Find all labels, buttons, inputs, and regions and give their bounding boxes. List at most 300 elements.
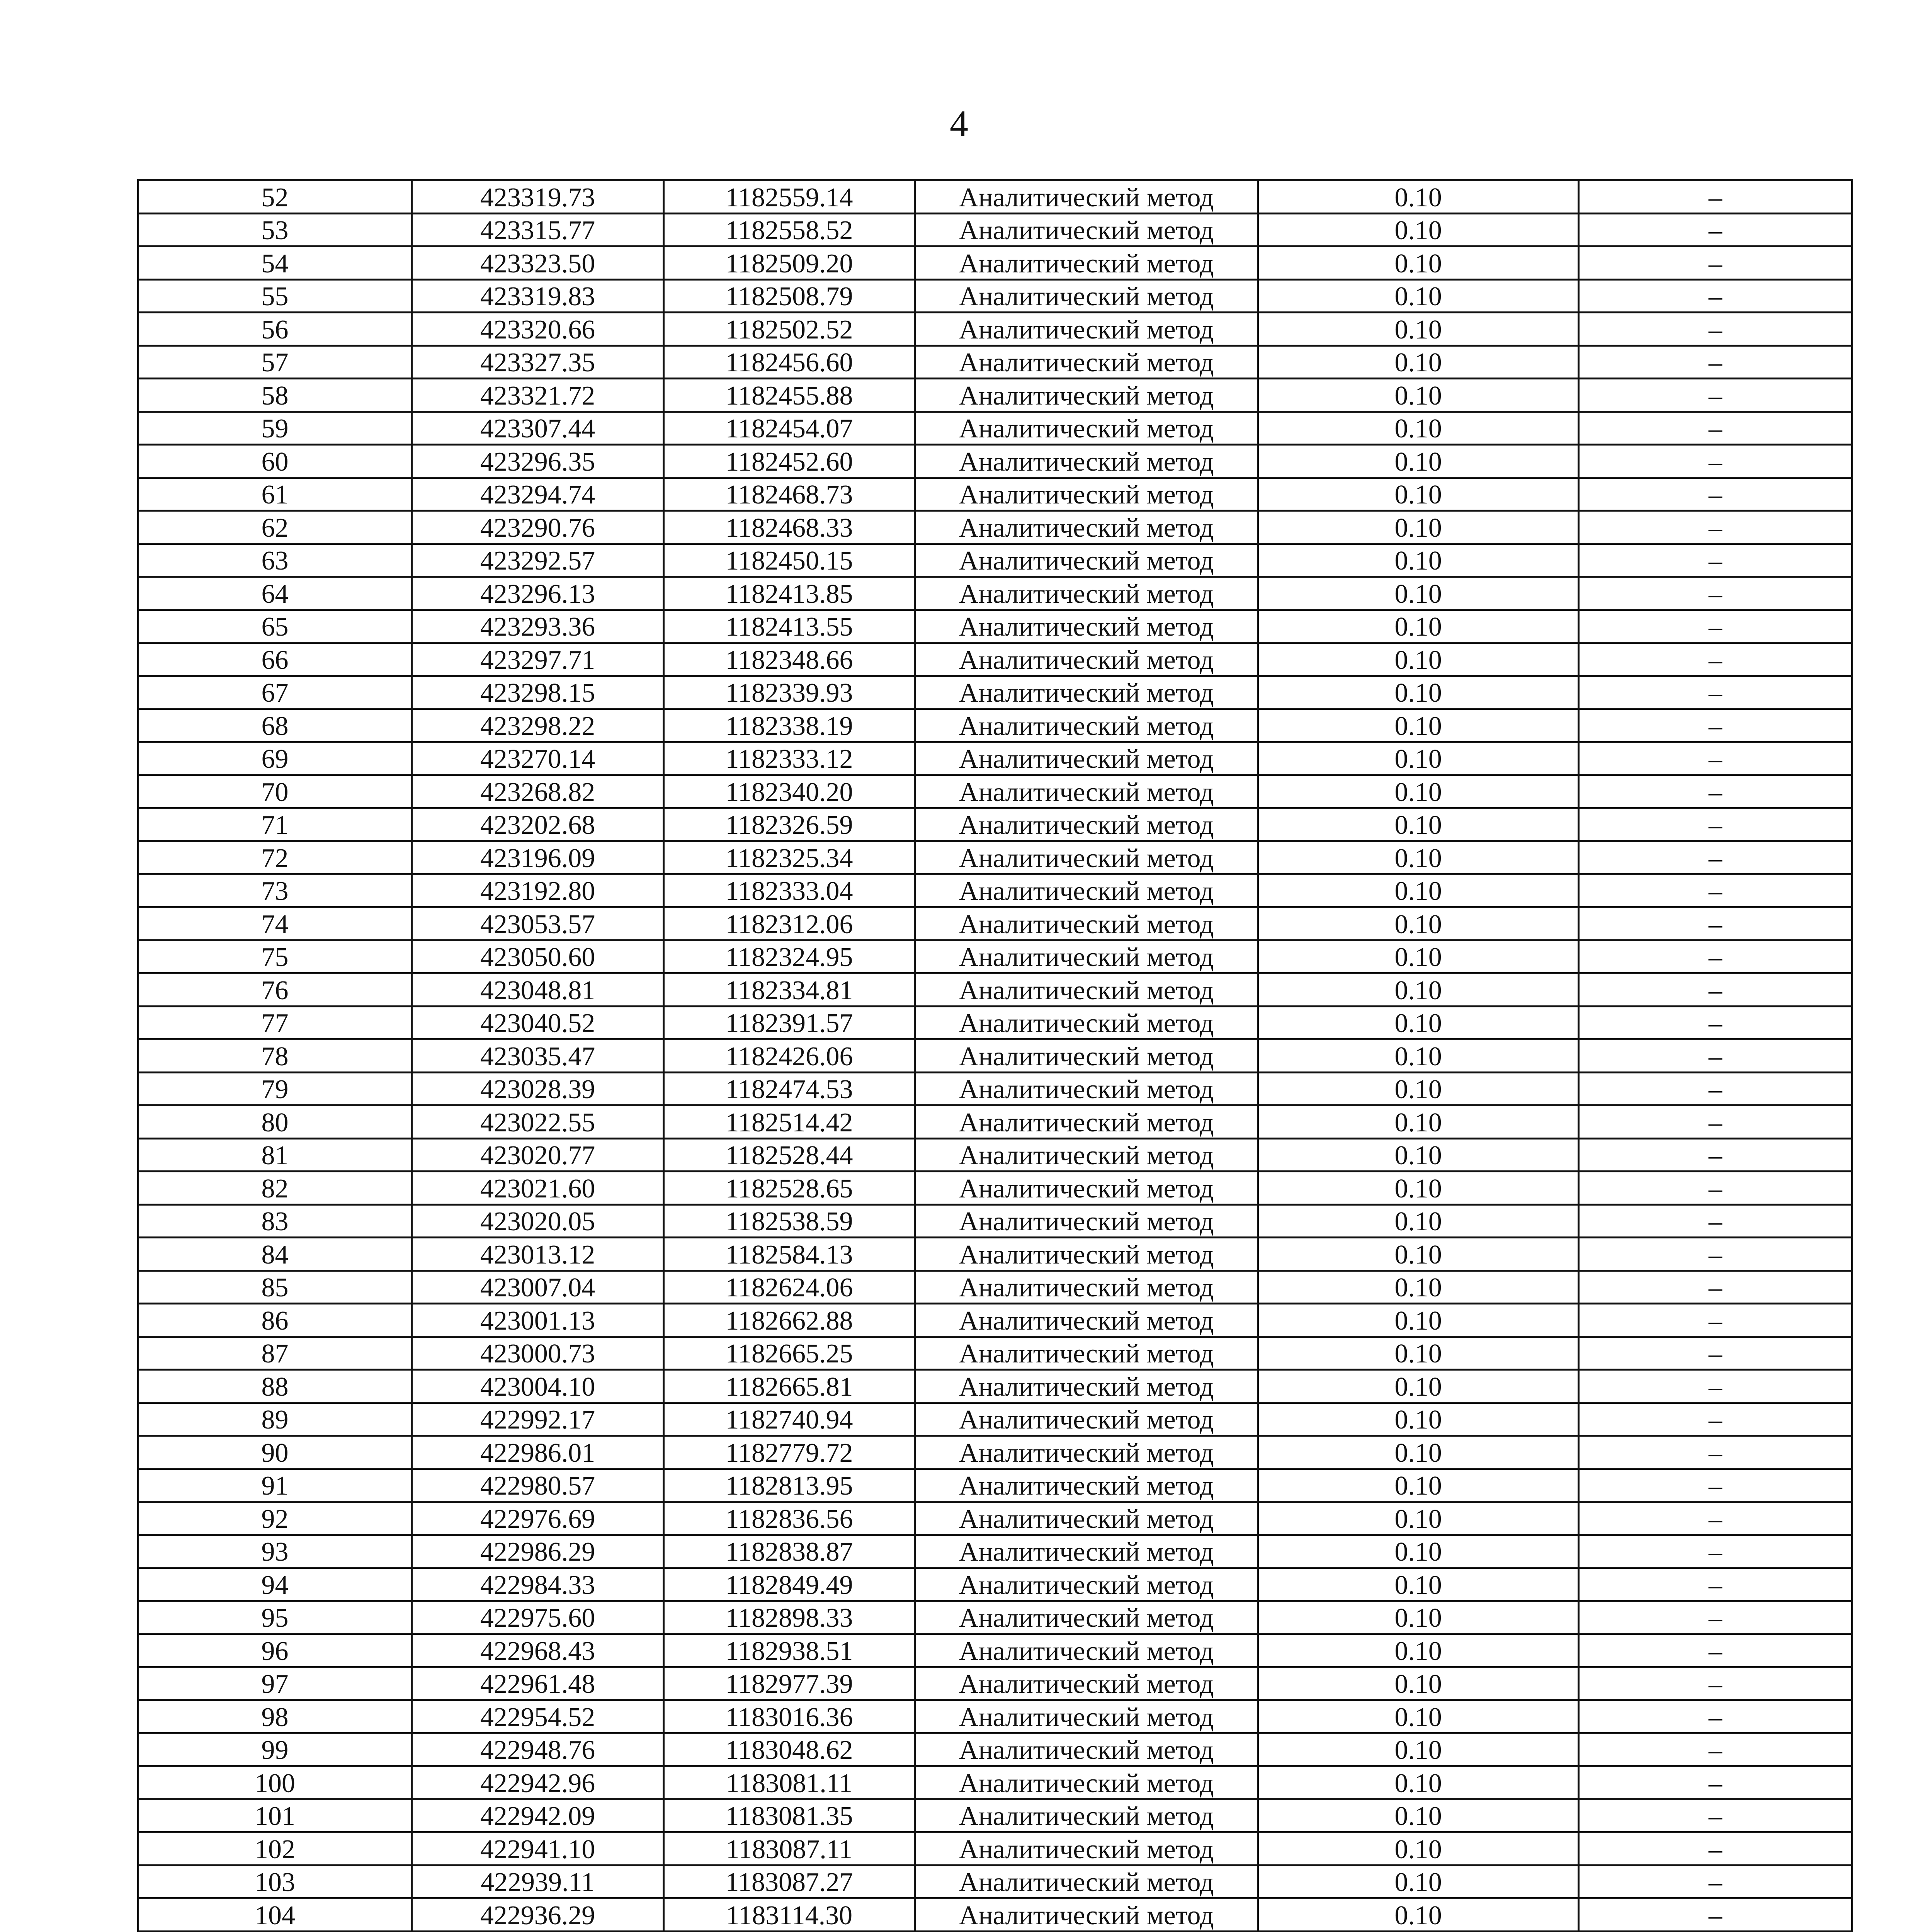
note-cell: – [1579, 1006, 1852, 1039]
table-row [138, 940, 1852, 973]
note-cell: – [1579, 742, 1852, 775]
point-number-cell: 76 [138, 973, 412, 1007]
y-coordinate-cell: 1183016.36 [664, 1700, 915, 1733]
table-row [138, 279, 1852, 313]
x-coordinate-cell: 423196.09 [412, 841, 664, 874]
y-coordinate-cell: 1182452.60 [664, 445, 915, 478]
y-coordinate-cell: 1182325.34 [664, 841, 915, 874]
note-cell: – [1579, 1270, 1852, 1304]
accuracy-cell: 0.10 [1258, 478, 1579, 511]
table-row [138, 1270, 1852, 1304]
y-coordinate-cell: 1182740.94 [664, 1403, 915, 1436]
point-number-cell: 64 [138, 577, 412, 610]
point-number-cell: 72 [138, 841, 412, 874]
method-cell: Аналитический метод [915, 412, 1258, 445]
note-cell: – [1579, 1436, 1852, 1469]
method-cell: Аналитический метод [915, 1403, 1258, 1436]
table-row [138, 478, 1852, 511]
x-coordinate-cell: 422986.01 [412, 1436, 664, 1469]
note-cell: – [1579, 279, 1852, 313]
method-cell: Аналитический метод [915, 775, 1258, 808]
note-cell: – [1579, 1337, 1852, 1370]
table-row [138, 1469, 1852, 1502]
y-coordinate-cell: 1182413.85 [664, 577, 915, 610]
x-coordinate-cell: 423319.73 [412, 180, 664, 214]
method-cell: Аналитический метод [915, 1601, 1258, 1634]
method-cell: Аналитический метод [915, 907, 1258, 940]
note-cell: – [1579, 1138, 1852, 1172]
y-coordinate-cell: 1182528.44 [664, 1138, 915, 1172]
table-row [138, 1568, 1852, 1601]
x-coordinate-cell: 423268.82 [412, 775, 664, 808]
x-coordinate-cell: 423298.15 [412, 676, 664, 709]
table-row [138, 379, 1852, 412]
note-cell: – [1579, 544, 1852, 577]
y-coordinate-cell: 1182528.65 [664, 1172, 915, 1205]
note-cell: – [1579, 907, 1852, 940]
y-coordinate-cell: 1182938.51 [664, 1634, 915, 1667]
note-cell: – [1579, 1105, 1852, 1139]
y-coordinate-cell: 1182662.88 [664, 1304, 915, 1337]
table-row [138, 1733, 1852, 1766]
accuracy-cell: 0.10 [1258, 1138, 1579, 1172]
accuracy-cell: 0.10 [1258, 643, 1579, 676]
method-cell: Аналитический метод [915, 1865, 1258, 1898]
note-cell: – [1579, 1568, 1852, 1601]
table-row [138, 808, 1852, 841]
table-row [138, 1105, 1852, 1139]
point-number-cell: 68 [138, 709, 412, 742]
table-row [138, 544, 1852, 577]
y-coordinate-cell: 1182474.53 [664, 1072, 915, 1105]
method-cell: Аналитический метод [915, 1733, 1258, 1766]
x-coordinate-cell: 422961.48 [412, 1667, 664, 1700]
table-row [138, 1138, 1852, 1172]
y-coordinate-cell: 1182333.04 [664, 874, 915, 907]
note-cell: – [1579, 1403, 1852, 1436]
page-number: 4 [950, 103, 968, 144]
table-row [138, 610, 1852, 643]
method-cell: Аналитический метод [915, 1799, 1258, 1832]
method-cell: Аналитический метод [915, 1172, 1258, 1205]
table-row [138, 1766, 1852, 1799]
point-number-cell: 87 [138, 1337, 412, 1370]
table-row [138, 643, 1852, 676]
method-cell: Аналитический метод [915, 1634, 1258, 1667]
note-cell: – [1579, 1700, 1852, 1733]
accuracy-cell: 0.10 [1258, 1270, 1579, 1304]
point-number-cell: 97 [138, 1667, 412, 1700]
table-row [138, 1898, 1852, 1932]
y-coordinate-cell: 1183114.30 [664, 1898, 915, 1932]
x-coordinate-cell: 422939.11 [412, 1865, 664, 1898]
y-coordinate-cell: 1182779.72 [664, 1436, 915, 1469]
x-coordinate-cell: 423294.74 [412, 478, 664, 511]
table-row [138, 676, 1852, 709]
accuracy-cell: 0.10 [1258, 1634, 1579, 1667]
table-row [138, 511, 1852, 544]
point-number-cell: 84 [138, 1238, 412, 1271]
method-cell: Аналитический метод [915, 841, 1258, 874]
point-number-cell: 53 [138, 213, 412, 247]
accuracy-cell: 0.10 [1258, 1204, 1579, 1238]
accuracy-cell: 0.10 [1258, 577, 1579, 610]
method-cell: Аналитический метод [915, 808, 1258, 841]
point-number-cell: 70 [138, 775, 412, 808]
note-cell: – [1579, 709, 1852, 742]
method-cell: Аналитический метод [915, 940, 1258, 973]
accuracy-cell: 0.10 [1258, 775, 1579, 808]
method-cell: Аналитический метод [915, 1238, 1258, 1271]
x-coordinate-cell: 423022.55 [412, 1105, 664, 1139]
x-coordinate-cell: 423321.72 [412, 379, 664, 412]
accuracy-cell: 0.10 [1258, 1304, 1579, 1337]
table-row [138, 1502, 1852, 1535]
point-number-cell: 98 [138, 1700, 412, 1733]
x-coordinate-cell: 422992.17 [412, 1403, 664, 1436]
coordinates-table-body [138, 180, 1852, 1932]
method-cell: Аналитический метод [915, 213, 1258, 247]
accuracy-cell: 0.10 [1258, 742, 1579, 775]
x-coordinate-cell: 422976.69 [412, 1502, 664, 1535]
point-number-cell: 77 [138, 1006, 412, 1039]
table-row [138, 1370, 1852, 1403]
table-row [138, 1172, 1852, 1205]
table-row [138, 1634, 1852, 1667]
y-coordinate-cell: 1182338.19 [664, 709, 915, 742]
note-cell: – [1579, 973, 1852, 1007]
method-cell: Аналитический метод [915, 1337, 1258, 1370]
point-number-cell: 101 [138, 1799, 412, 1832]
y-coordinate-cell: 1182326.59 [664, 808, 915, 841]
method-cell: Аналитический метод [915, 709, 1258, 742]
x-coordinate-cell: 423000.73 [412, 1337, 664, 1370]
point-number-cell: 83 [138, 1204, 412, 1238]
point-number-cell: 82 [138, 1172, 412, 1205]
x-coordinate-cell: 423320.66 [412, 313, 664, 346]
table-row [138, 1535, 1852, 1568]
table-row [138, 1865, 1852, 1898]
point-number-cell: 63 [138, 544, 412, 577]
y-coordinate-cell: 1182849.49 [664, 1568, 915, 1601]
method-cell: Аналитический метод [915, 577, 1258, 610]
y-coordinate-cell: 1183087.11 [664, 1832, 915, 1866]
note-cell: – [1579, 1865, 1852, 1898]
accuracy-cell: 0.10 [1258, 1403, 1579, 1436]
point-number-cell: 103 [138, 1865, 412, 1898]
note-cell: – [1579, 1304, 1852, 1337]
table-row [138, 180, 1852, 214]
y-coordinate-cell: 1182514.42 [664, 1105, 915, 1139]
x-coordinate-cell: 423296.13 [412, 577, 664, 610]
point-number-cell: 75 [138, 940, 412, 973]
note-cell: – [1579, 1469, 1852, 1502]
table-row [138, 1304, 1852, 1337]
y-coordinate-cell: 1183081.35 [664, 1799, 915, 1832]
accuracy-cell: 0.10 [1258, 808, 1579, 841]
method-cell: Аналитический метод [915, 1832, 1258, 1866]
note-cell: – [1579, 643, 1852, 676]
table-row [138, 1238, 1852, 1271]
accuracy-cell: 0.10 [1258, 1006, 1579, 1039]
accuracy-cell: 0.10 [1258, 279, 1579, 313]
x-coordinate-cell: 422975.60 [412, 1601, 664, 1634]
method-cell: Аналитический метод [915, 279, 1258, 313]
accuracy-cell: 0.10 [1258, 1072, 1579, 1105]
x-coordinate-cell: 423040.52 [412, 1006, 664, 1039]
point-number-cell: 73 [138, 874, 412, 907]
x-coordinate-cell: 423327.35 [412, 345, 664, 379]
accuracy-cell: 0.10 [1258, 1799, 1579, 1832]
note-cell: – [1579, 1072, 1852, 1105]
accuracy-cell: 0.10 [1258, 379, 1579, 412]
table-row [138, 1039, 1852, 1073]
y-coordinate-cell: 1182468.33 [664, 511, 915, 544]
y-coordinate-cell: 1183048.62 [664, 1733, 915, 1766]
accuracy-cell: 0.10 [1258, 1700, 1579, 1733]
x-coordinate-cell: 423319.83 [412, 279, 664, 313]
point-number-cell: 55 [138, 279, 412, 313]
y-coordinate-cell: 1182413.55 [664, 610, 915, 643]
x-coordinate-cell: 422936.29 [412, 1898, 664, 1932]
x-coordinate-cell: 423192.80 [412, 874, 664, 907]
accuracy-cell: 0.10 [1258, 1601, 1579, 1634]
y-coordinate-cell: 1182538.59 [664, 1204, 915, 1238]
y-coordinate-cell: 1182509.20 [664, 247, 915, 280]
point-number-cell: 95 [138, 1601, 412, 1634]
x-coordinate-cell: 423307.44 [412, 412, 664, 445]
accuracy-cell: 0.10 [1258, 1039, 1579, 1073]
y-coordinate-cell: 1182391.57 [664, 1006, 915, 1039]
point-number-cell: 88 [138, 1370, 412, 1403]
y-coordinate-cell: 1182584.13 [664, 1238, 915, 1271]
note-cell: – [1579, 1502, 1852, 1535]
y-coordinate-cell: 1182348.66 [664, 643, 915, 676]
method-cell: Аналитический метод [915, 1766, 1258, 1799]
point-number-cell: 102 [138, 1832, 412, 1866]
table-row [138, 742, 1852, 775]
table-row [138, 445, 1852, 478]
method-cell: Аналитический метод [915, 1898, 1258, 1932]
point-number-cell: 56 [138, 313, 412, 346]
y-coordinate-cell: 1182468.73 [664, 478, 915, 511]
accuracy-cell: 0.10 [1258, 213, 1579, 247]
note-cell: – [1579, 841, 1852, 874]
table-row [138, 841, 1852, 874]
x-coordinate-cell: 422986.29 [412, 1535, 664, 1568]
x-coordinate-cell: 422984.33 [412, 1568, 664, 1601]
point-number-cell: 61 [138, 478, 412, 511]
table-row [138, 1700, 1852, 1733]
note-cell: – [1579, 213, 1852, 247]
method-cell: Аналитический метод [915, 379, 1258, 412]
accuracy-cell: 0.10 [1258, 1337, 1579, 1370]
note-cell: – [1579, 345, 1852, 379]
note-cell: – [1579, 1601, 1852, 1634]
y-coordinate-cell: 1182426.06 [664, 1039, 915, 1073]
accuracy-cell: 0.10 [1258, 841, 1579, 874]
method-cell: Аналитический метод [915, 1667, 1258, 1700]
note-cell: – [1579, 445, 1852, 478]
point-number-cell: 62 [138, 511, 412, 544]
x-coordinate-cell: 423315.77 [412, 213, 664, 247]
table-row [138, 1072, 1852, 1105]
note-cell: – [1579, 1039, 1852, 1073]
point-number-cell: 57 [138, 345, 412, 379]
x-coordinate-cell: 423323.50 [412, 247, 664, 280]
method-cell: Аналитический метод [915, 445, 1258, 478]
y-coordinate-cell: 1182898.33 [664, 1601, 915, 1634]
note-cell: – [1579, 1898, 1852, 1932]
y-coordinate-cell: 1182455.88 [664, 379, 915, 412]
point-number-cell: 81 [138, 1138, 412, 1172]
accuracy-cell: 0.10 [1258, 1370, 1579, 1403]
note-cell: – [1579, 1766, 1852, 1799]
note-cell: – [1579, 775, 1852, 808]
table-row [138, 1667, 1852, 1700]
method-cell: Аналитический метод [915, 1204, 1258, 1238]
x-coordinate-cell: 423292.57 [412, 544, 664, 577]
x-coordinate-cell: 423296.35 [412, 445, 664, 478]
y-coordinate-cell: 1182558.52 [664, 213, 915, 247]
method-cell: Аналитический метод [915, 1105, 1258, 1139]
y-coordinate-cell: 1182339.93 [664, 676, 915, 709]
note-cell: – [1579, 478, 1852, 511]
x-coordinate-cell: 422968.43 [412, 1634, 664, 1667]
y-coordinate-cell: 1182559.14 [664, 180, 915, 214]
note-cell: – [1579, 676, 1852, 709]
x-coordinate-cell: 423048.81 [412, 973, 664, 1007]
point-number-cell: 69 [138, 742, 412, 775]
accuracy-cell: 0.10 [1258, 676, 1579, 709]
table-row [138, 1403, 1852, 1436]
method-cell: Аналитический метод [915, 643, 1258, 676]
table-row [138, 1832, 1852, 1866]
note-cell: – [1579, 1634, 1852, 1667]
point-number-cell: 100 [138, 1766, 412, 1799]
coordinates-table [137, 179, 1853, 1932]
point-number-cell: 54 [138, 247, 412, 280]
y-coordinate-cell: 1182813.95 [664, 1469, 915, 1502]
y-coordinate-cell: 1182454.07 [664, 412, 915, 445]
method-cell: Аналитический метод [915, 874, 1258, 907]
accuracy-cell: 0.10 [1258, 445, 1579, 478]
table-row [138, 1436, 1852, 1469]
x-coordinate-cell: 422941.10 [412, 1832, 664, 1866]
accuracy-cell: 0.10 [1258, 907, 1579, 940]
y-coordinate-cell: 1182624.06 [664, 1270, 915, 1304]
point-number-cell: 104 [138, 1898, 412, 1932]
table-row [138, 247, 1852, 280]
note-cell: – [1579, 180, 1852, 214]
note-cell: – [1579, 511, 1852, 544]
note-cell: – [1579, 1667, 1852, 1700]
accuracy-cell: 0.10 [1258, 709, 1579, 742]
x-coordinate-cell: 423020.05 [412, 1204, 664, 1238]
accuracy-cell: 0.10 [1258, 940, 1579, 973]
note-cell: – [1579, 1238, 1852, 1271]
point-number-cell: 94 [138, 1568, 412, 1601]
x-coordinate-cell: 423035.47 [412, 1039, 664, 1073]
method-cell: Аналитический метод [915, 742, 1258, 775]
table-row [138, 1006, 1852, 1039]
accuracy-cell: 0.10 [1258, 1238, 1579, 1271]
method-cell: Аналитический метод [915, 1072, 1258, 1105]
x-coordinate-cell: 422942.09 [412, 1799, 664, 1832]
method-cell: Аналитический метод [915, 1270, 1258, 1304]
table-row [138, 1337, 1852, 1370]
accuracy-cell: 0.10 [1258, 345, 1579, 379]
point-number-cell: 86 [138, 1304, 412, 1337]
y-coordinate-cell: 1182665.81 [664, 1370, 915, 1403]
note-cell: – [1579, 1799, 1852, 1832]
note-cell: – [1579, 1370, 1852, 1403]
x-coordinate-cell: 423004.10 [412, 1370, 664, 1403]
point-number-cell: 91 [138, 1469, 412, 1502]
y-coordinate-cell: 1182508.79 [664, 279, 915, 313]
method-cell: Аналитический метод [915, 180, 1258, 214]
method-cell: Аналитический метод [915, 1568, 1258, 1601]
accuracy-cell: 0.10 [1258, 1865, 1579, 1898]
note-cell: – [1579, 313, 1852, 346]
point-number-cell: 85 [138, 1270, 412, 1304]
point-number-cell: 58 [138, 379, 412, 412]
point-number-cell: 79 [138, 1072, 412, 1105]
method-cell: Аналитический метод [915, 313, 1258, 346]
accuracy-cell: 0.10 [1258, 1172, 1579, 1205]
x-coordinate-cell: 423270.14 [412, 742, 664, 775]
point-number-cell: 80 [138, 1105, 412, 1139]
note-cell: – [1579, 412, 1852, 445]
accuracy-cell: 0.10 [1258, 1832, 1579, 1866]
method-cell: Аналитический метод [915, 1006, 1258, 1039]
y-coordinate-cell: 1182665.25 [664, 1337, 915, 1370]
accuracy-cell: 0.10 [1258, 874, 1579, 907]
note-cell: – [1579, 1204, 1852, 1238]
method-cell: Аналитический метод [915, 676, 1258, 709]
y-coordinate-cell: 1182450.15 [664, 544, 915, 577]
note-cell: – [1579, 610, 1852, 643]
y-coordinate-cell: 1182333.12 [664, 742, 915, 775]
x-coordinate-cell: 423293.36 [412, 610, 664, 643]
y-coordinate-cell: 1182838.87 [664, 1535, 915, 1568]
method-cell: Аналитический метод [915, 1138, 1258, 1172]
accuracy-cell: 0.10 [1258, 1105, 1579, 1139]
method-cell: Аналитический метод [915, 1304, 1258, 1337]
accuracy-cell: 0.10 [1258, 313, 1579, 346]
x-coordinate-cell: 422948.76 [412, 1733, 664, 1766]
y-coordinate-cell: 1182334.81 [664, 973, 915, 1007]
y-coordinate-cell: 1182836.56 [664, 1502, 915, 1535]
x-coordinate-cell: 423021.60 [412, 1172, 664, 1205]
x-coordinate-cell: 423007.04 [412, 1270, 664, 1304]
method-cell: Аналитический метод [915, 1535, 1258, 1568]
accuracy-cell: 0.10 [1258, 1766, 1579, 1799]
point-number-cell: 92 [138, 1502, 412, 1535]
x-coordinate-cell: 423050.60 [412, 940, 664, 973]
point-number-cell: 74 [138, 907, 412, 940]
method-cell: Аналитический метод [915, 478, 1258, 511]
x-coordinate-cell: 423290.76 [412, 511, 664, 544]
point-number-cell: 99 [138, 1733, 412, 1766]
note-cell: – [1579, 247, 1852, 280]
point-number-cell: 65 [138, 610, 412, 643]
x-coordinate-cell: 422954.52 [412, 1700, 664, 1733]
point-number-cell: 67 [138, 676, 412, 709]
point-number-cell: 89 [138, 1403, 412, 1436]
accuracy-cell: 0.10 [1258, 1667, 1579, 1700]
method-cell: Аналитический метод [915, 610, 1258, 643]
